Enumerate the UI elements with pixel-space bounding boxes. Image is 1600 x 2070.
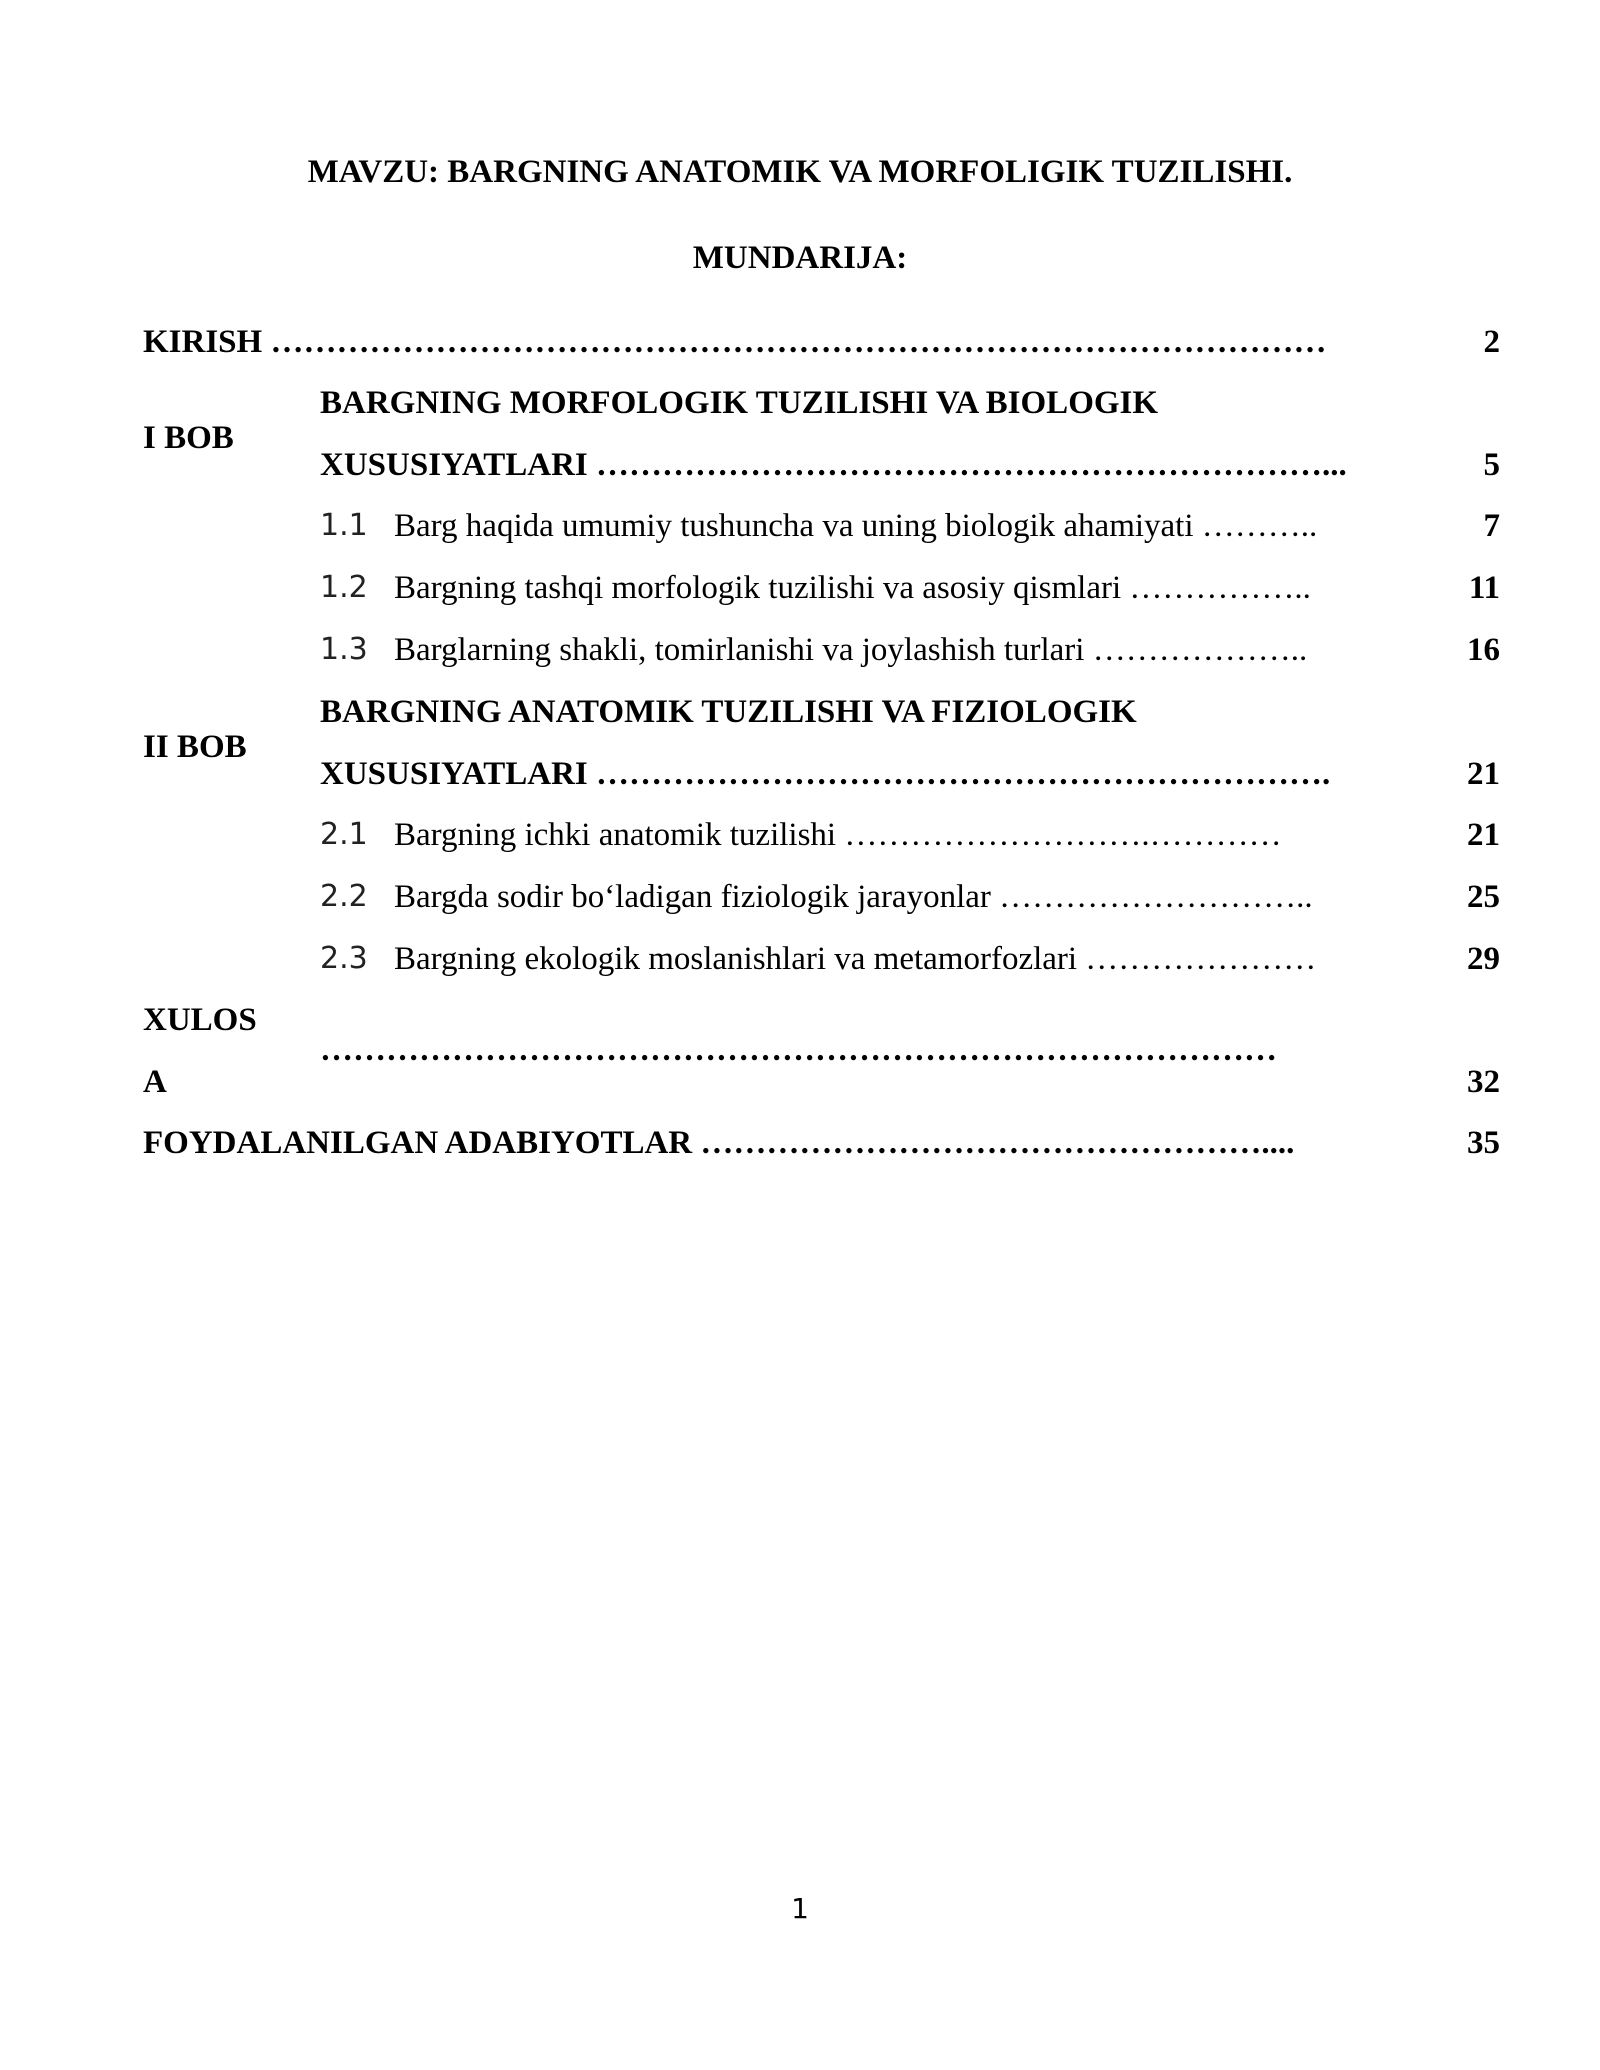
section-number: 1.2 [320, 570, 368, 605]
document-title: MAVZU: BARGNING ANATOMIK VA MORFOLIGIK TUZILISHI. [307, 154, 1293, 190]
toc-page-number: 21 [1467, 756, 1500, 792]
section-number: 1.1 [320, 508, 368, 543]
toc-entry-text: FOYDALANILGAN ADABIYOTLAR …………………………………………….... [143, 1125, 1295, 1161]
toc-page-number: 25 [1467, 879, 1500, 915]
toc-heading: MUNDARIJA: [692, 240, 908, 276]
toc-page-number: 29 [1467, 941, 1500, 977]
chapter-title: BARGNING ANATOMIK TUZILISHI VA FIZIOLOGIK [320, 694, 1137, 730]
chapter-label: II BOB [143, 729, 247, 765]
page-number: 1 [791, 1892, 809, 1925]
section-title: Bargda sodir bo‘ladigan fiziologik jarayonlar ……………………….. [394, 879, 1313, 915]
section-number: 2.3 [320, 941, 368, 976]
chapter-title: BARGNING MORFOLOGIK TUZILISHI VA BIOLOGIK [320, 385, 1159, 421]
chapter-title: XUSUSIYATLARI …………………………………………………………. [320, 756, 1331, 792]
toc-page-number: 16 [1467, 632, 1500, 668]
toc-page-number: 5 [1483, 447, 1500, 483]
toc-page-number: 2 [1483, 324, 1500, 360]
chapter-label: I BOB [143, 420, 234, 456]
section-title: Bargning ichki anatomik tuzilishi ……………………….………… [394, 817, 1282, 853]
section-title: Barglarning shakli, tomirlanishi va joylashish turlari ……………….. [394, 632, 1308, 668]
section-number: 2.1 [320, 817, 368, 852]
chapter-title: XUSUSIYATLARI …………………………………………………………... [320, 447, 1347, 483]
section-title: Bargning ekologik moslanishlari va metamorfozlari ………………… [394, 941, 1317, 977]
section-number: 2.2 [320, 879, 368, 914]
toc-page-number: 35 [1467, 1125, 1500, 1161]
toc-page-number: 21 [1467, 817, 1500, 853]
section-number: 1.3 [320, 632, 368, 667]
toc-entry-text: KIRISH …………………………………………………………………………………… [143, 324, 1327, 360]
xulosa-label: A [143, 1064, 167, 1100]
toc-page-number: 11 [1468, 570, 1500, 606]
section-title: Barg haqida umumiy tushuncha va uning biologik ahamiyati ……….. [394, 508, 1318, 544]
toc-page-number: 7 [1483, 508, 1500, 544]
toc-page-number: 32 [1467, 1064, 1500, 1100]
section-title: Bargning tashqi morfologik tuzilishi va asosiy qismlari …………….. [394, 570, 1311, 606]
xulosa-label: XULOS [143, 1002, 257, 1038]
leader-dots: …………………………………………………………………………… [320, 1032, 1277, 1068]
